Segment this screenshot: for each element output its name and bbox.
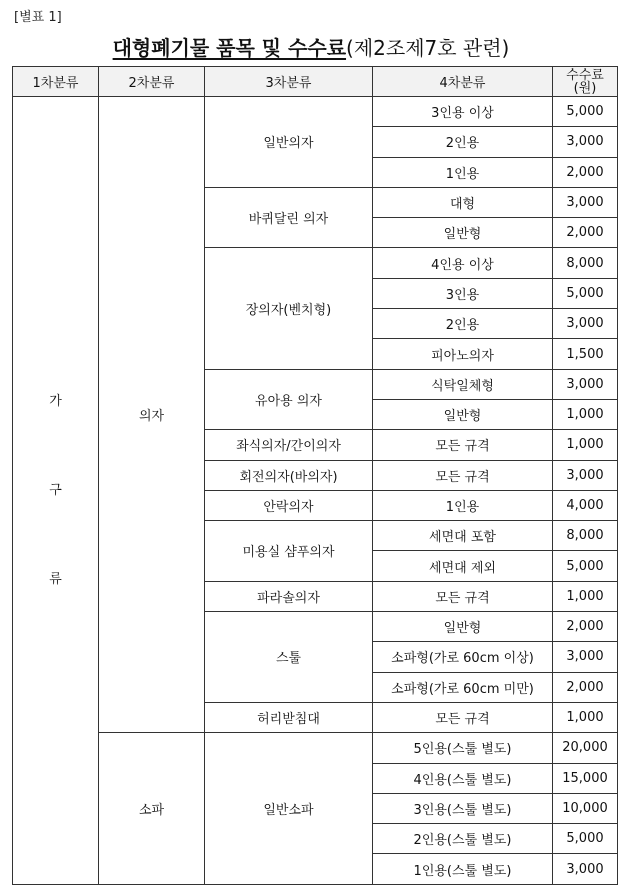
table-header-row [13, 67, 618, 97]
cat4-cell: 1인용 [373, 490, 553, 520]
fee-cell: 15,000 [553, 763, 618, 793]
cat4-cell: 일반형 [373, 218, 553, 248]
cat4-cell: 5인용(스툴 별도) [373, 733, 553, 763]
cat4-cell: 세면대 제외 [373, 551, 553, 581]
cat4-cell: 소파형(가로 60cm 미만) [373, 672, 553, 702]
cat4-cell: 세면대 포함 [373, 521, 553, 551]
cat4-cell: 3인용(스툴 별도) [373, 793, 553, 823]
table-row [13, 97, 618, 127]
fee-cell: 4,000 [553, 490, 618, 520]
title-main: 대형폐기물 품목 및 수수료 [112, 36, 347, 60]
cat1-cell [13, 97, 99, 885]
cat3-cell: 안락의자 [205, 490, 373, 520]
cat3-cell: 파라솔의자 [205, 581, 373, 611]
fee-cell: 3,000 [553, 127, 618, 157]
cat2-cell-sofa: 소파 [99, 733, 205, 884]
header-fee [553, 67, 618, 97]
cat3-cell: 일반소파 [205, 733, 373, 884]
cat4-cell: 3인용 이상 [373, 97, 553, 127]
fee-cell: 1,000 [553, 430, 618, 460]
fee-cell: 3,000 [553, 369, 618, 399]
header-fee-line2: (원) [573, 80, 597, 96]
cat1-char: 구 [49, 482, 62, 498]
fee-cell: 8,000 [553, 248, 618, 278]
fee-cell: 2,000 [553, 672, 618, 702]
fee-cell: 1,000 [553, 702, 618, 732]
fee-cell: 3,000 [553, 187, 618, 217]
header-fee-line1: 수수료 [566, 67, 604, 83]
cat4-cell: 1인용 [373, 157, 553, 187]
cat4-cell: 식탁일체형 [373, 369, 553, 399]
cat3-cell: 회전의자(바의자) [205, 460, 373, 490]
table-row [13, 733, 618, 763]
header-cat1: 1차분류 [13, 67, 99, 97]
fee-cell: 3,000 [553, 854, 618, 884]
cat4-cell: 2인용 [373, 309, 553, 339]
cat4-cell: 1인용(스툴 별도) [373, 854, 553, 884]
cat1-char: 류 [49, 571, 62, 587]
cat3-cell: 미용실 샴푸의자 [205, 521, 373, 582]
cat3-cell: 유아용 의자 [205, 369, 373, 430]
cat3-cell: 좌식의자/간이의자 [205, 430, 373, 460]
header-cat3: 3차분류 [205, 67, 373, 97]
cat4-cell: 피아노의자 [373, 339, 553, 369]
fee-cell: 3,000 [553, 460, 618, 490]
cat3-cell: 허리받침대 [205, 702, 373, 732]
cat4-cell: 소파형(가로 60cm 이상) [373, 642, 553, 672]
fee-cell: 5,000 [553, 551, 618, 581]
cat3-cell: 바퀴달린 의자 [205, 187, 373, 248]
cat1-char: 가 [49, 393, 62, 409]
table-body [13, 97, 618, 885]
title-sub: (제2조제7호 관련) [346, 36, 510, 60]
cat4-cell: 대형 [373, 187, 553, 217]
header-cat2: 2차분류 [99, 67, 205, 97]
cat2-cell-chair: 의자 [99, 97, 205, 733]
fee-cell: 2,000 [553, 157, 618, 187]
fee-cell: 1,000 [553, 399, 618, 429]
page-title [0, 34, 622, 62]
fee-cell: 1,000 [553, 581, 618, 611]
fee-cell: 1,500 [553, 339, 618, 369]
fee-cell: 10,000 [553, 793, 618, 823]
cat4-cell: 모든 규격 [373, 460, 553, 490]
cat4-cell: 4인용(스툴 별도) [373, 763, 553, 793]
appendix-label: [별표 1] [14, 10, 62, 25]
fee-cell: 5,000 [553, 278, 618, 308]
cat4-cell: 모든 규격 [373, 581, 553, 611]
cat4-cell: 3인용 [373, 278, 553, 308]
cat4-cell: 모든 규격 [373, 430, 553, 460]
fee-table [12, 66, 618, 885]
fee-cell: 8,000 [553, 521, 618, 551]
cat3-cell: 일반의자 [205, 97, 373, 188]
cat4-cell: 2인용(스툴 별도) [373, 824, 553, 854]
cat4-cell: 모든 규격 [373, 702, 553, 732]
cat4-cell: 일반형 [373, 399, 553, 429]
fee-cell: 5,000 [553, 824, 618, 854]
cat3-cell: 장의자(벤치형) [205, 248, 373, 369]
cat4-cell: 4인용 이상 [373, 248, 553, 278]
cat3-cell: 스툴 [205, 612, 373, 703]
cat4-cell: 2인용 [373, 127, 553, 157]
fee-cell: 2,000 [553, 218, 618, 248]
fee-cell: 3,000 [553, 642, 618, 672]
fee-cell: 5,000 [553, 97, 618, 127]
fee-cell: 2,000 [553, 612, 618, 642]
fee-cell: 20,000 [553, 733, 618, 763]
cat4-cell: 일반형 [373, 612, 553, 642]
fee-cell: 3,000 [553, 309, 618, 339]
header-cat4: 4차분류 [373, 67, 553, 97]
